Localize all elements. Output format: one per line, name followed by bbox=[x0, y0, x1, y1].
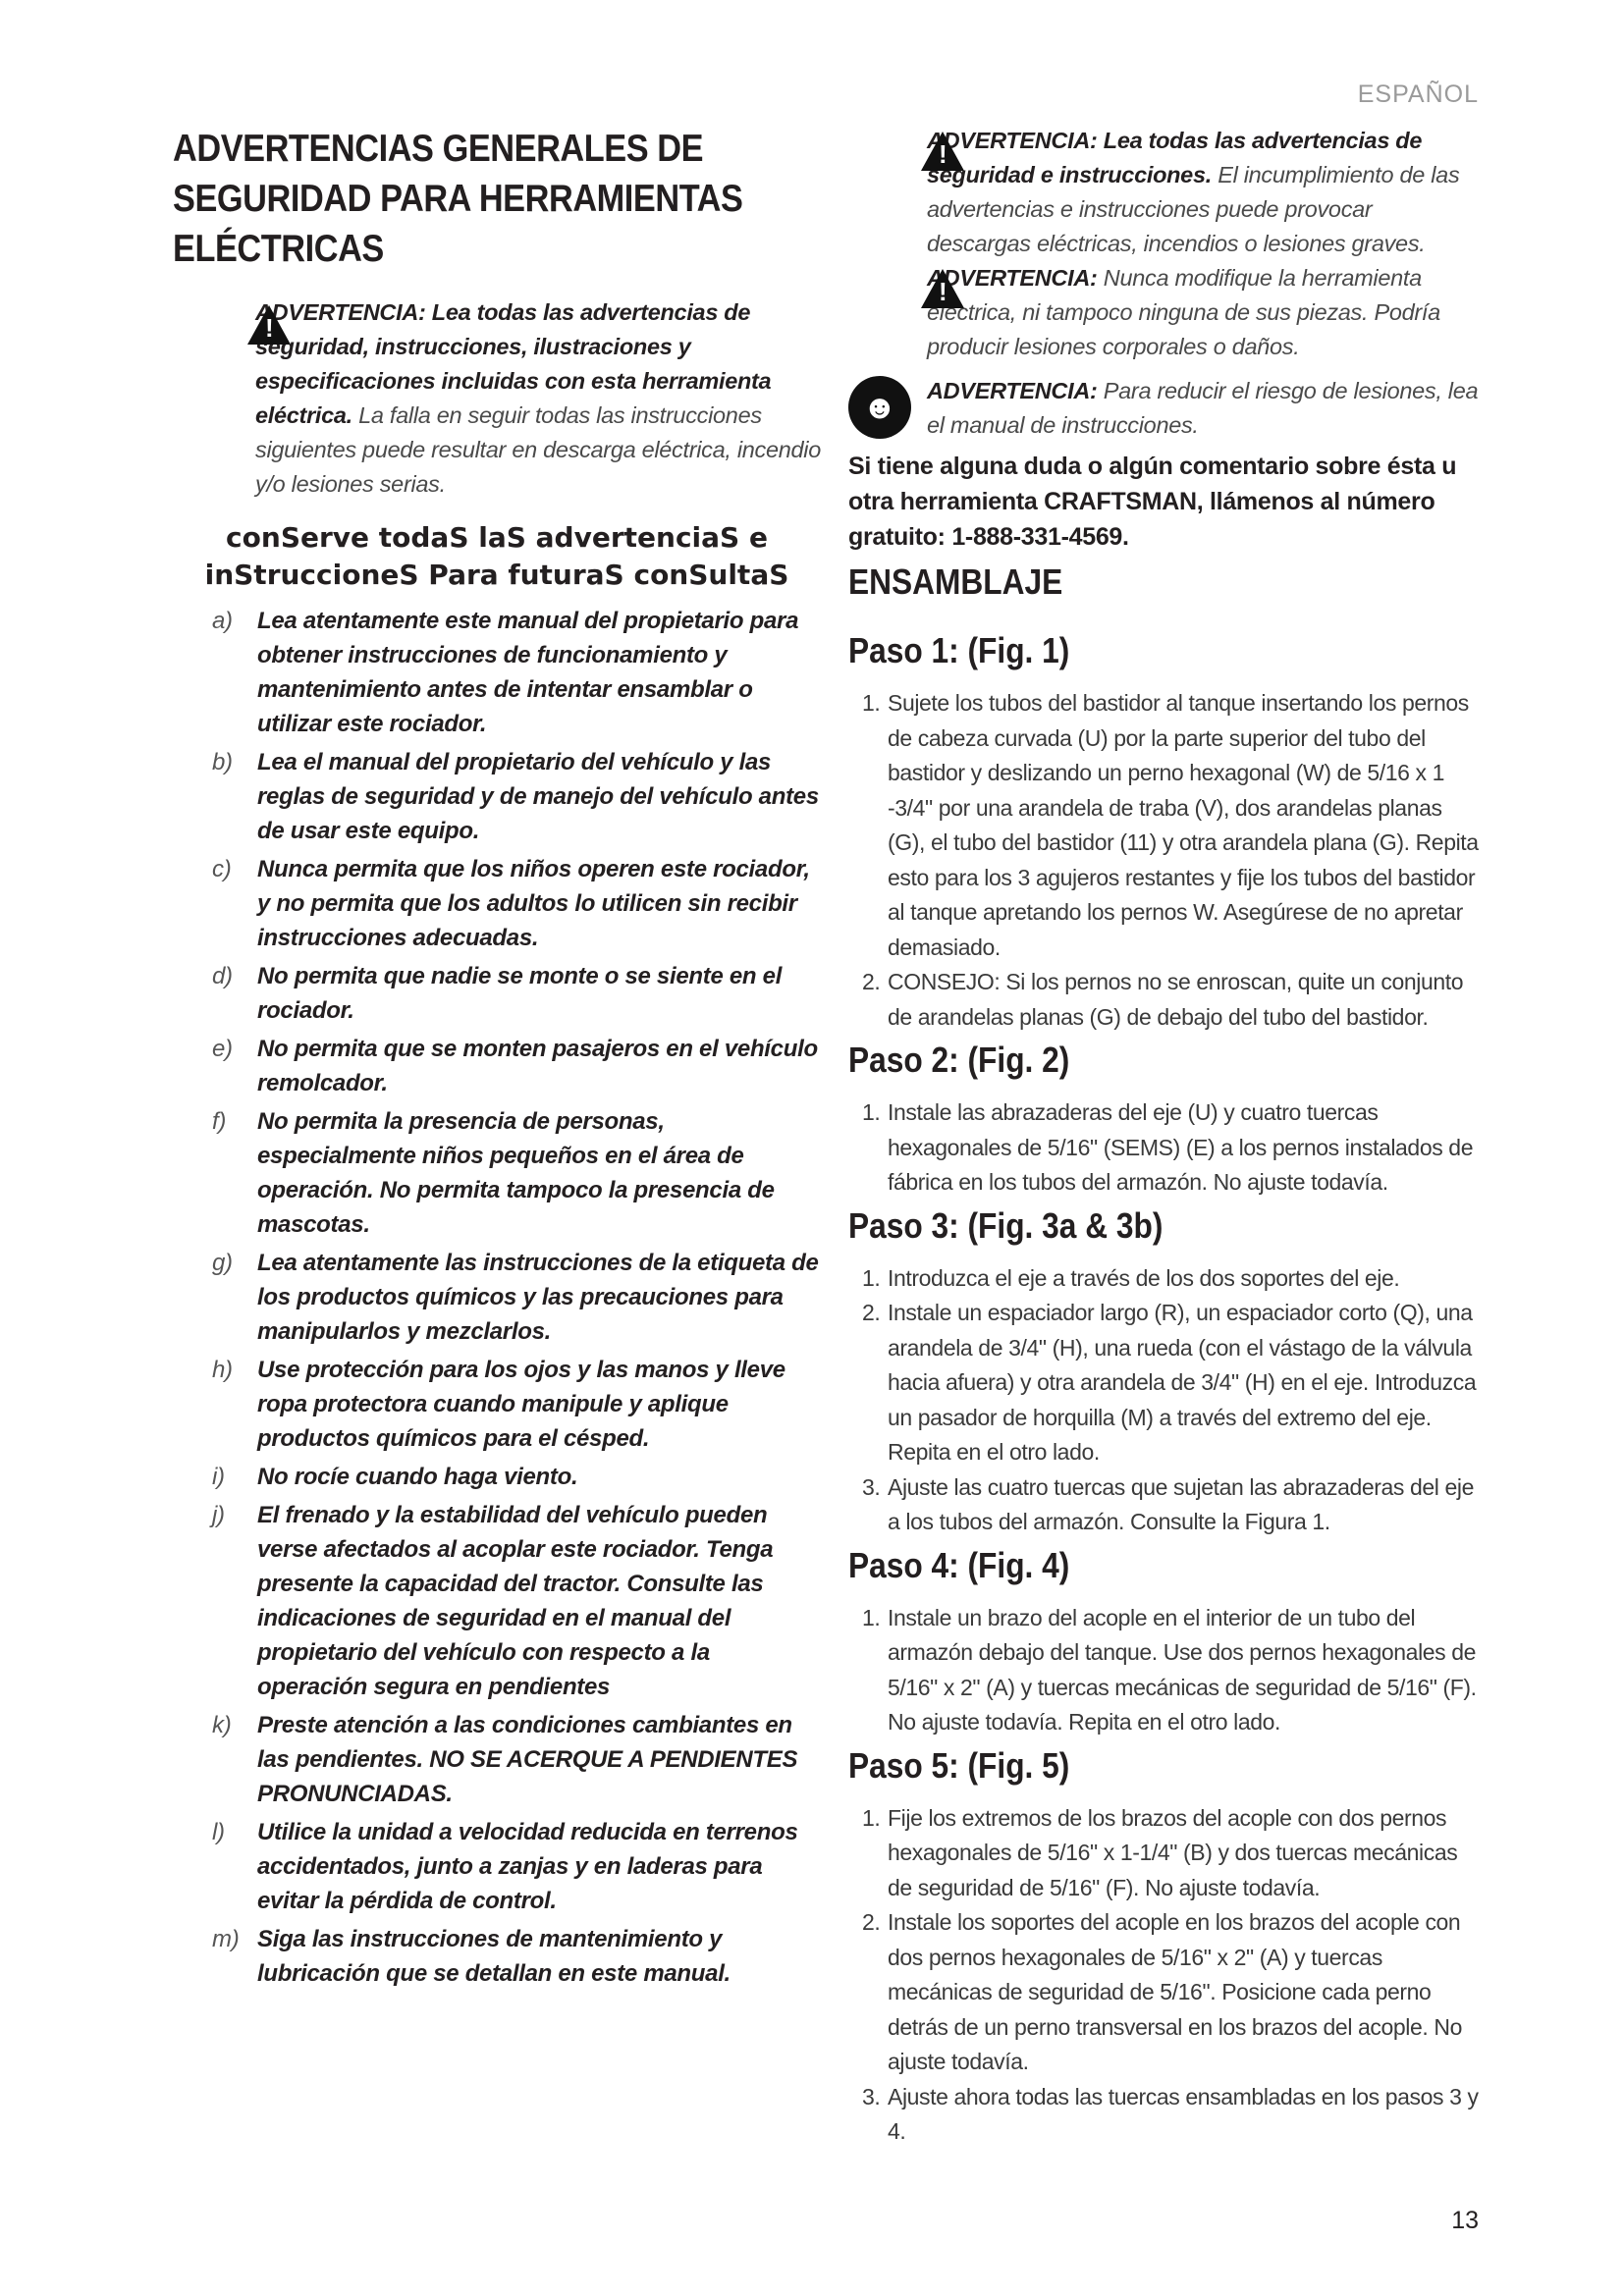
list-text: Fije los extremos de los brazos del acople con dos pernos hexagonales de 5/16" x 1-1/4" (B) y dos tuercas mecánicas de seguridad de 5/16" (F). No ajuste todavía. bbox=[888, 1804, 1458, 1900]
list-item bbox=[173, 1353, 821, 1456]
list-item bbox=[173, 1032, 821, 1100]
list-marker: 1. bbox=[862, 1604, 881, 1630]
list-marker: 3. bbox=[862, 2083, 881, 2109]
warning-icon bbox=[247, 305, 291, 345]
list-text: Instale las abrazaderas del eje (U) y cuatro tuercas hexagonales de 5/16" (SEMS) (E) a los pernos instalados de fábrica en los tubos del armazón. No ajuste todavía. bbox=[888, 1099, 1474, 1195]
warning-manual bbox=[848, 374, 1482, 443]
list-text: No rocíe cuando haga viento. bbox=[257, 1464, 578, 1490]
list-item bbox=[848, 1601, 1482, 1740]
left-column bbox=[173, 124, 821, 1995]
list-marker: j) bbox=[212, 1502, 225, 1528]
list-marker: a) bbox=[212, 608, 233, 634]
list-marker: 2. bbox=[862, 969, 881, 994]
warning-modify-text: Nunca modifique la herramienta eléctrica, ni tampoco ninguna de sus piezas. Podría producir lesiones corporales o daños. bbox=[927, 265, 1440, 359]
right-column bbox=[848, 124, 1482, 2150]
step-3-title: Paso 3: (Fig. 3a & 3b) bbox=[848, 1204, 1164, 1246]
list-text: Preste atención a las condiciones cambiantes en las pendientes. NO SE ACERQUE A PENDIENTES PRONUNCIADAS. bbox=[257, 1712, 798, 1807]
list-item bbox=[173, 1708, 821, 1811]
list-marker: b) bbox=[212, 749, 233, 775]
warning-read-all-text: El incumplimiento de las advertencias e instrucciones puede provocar descargas eléctricas, incendios o lesiones graves. bbox=[927, 162, 1460, 256]
list-marker: i) bbox=[212, 1464, 225, 1490]
warning-manual-text: Para reducir el riesgo de lesiones, lea el manual de instrucciones. bbox=[927, 378, 1479, 438]
general-warning bbox=[255, 295, 821, 502]
step-1-title: Paso 1: (Fig. 1) bbox=[848, 630, 1070, 670]
conserve-title: conServe todaS laS advertenciaS e inStruccioneS Para futuraS conSultaS bbox=[204, 521, 789, 591]
list-text: El frenado y la estabilidad del vehículo pueden verse afectados al acoplar este rociador. Tenga presente la capacidad del tractor. Consulte las indicaciones de seguridad en el manual del propietario del vehículo con respecto a la operación segura en pendientes bbox=[257, 1502, 774, 1700]
list-item bbox=[173, 959, 821, 1028]
list-item bbox=[173, 852, 821, 955]
warning-modify bbox=[927, 261, 1482, 364]
list-marker: f) bbox=[212, 1108, 227, 1135]
step-2-list bbox=[848, 1095, 1482, 1201]
read-manual-icon: ☻ bbox=[848, 376, 911, 439]
list-item bbox=[173, 745, 821, 848]
step-1-list bbox=[848, 686, 1482, 1035]
list-marker: 1. bbox=[862, 1099, 881, 1125]
list-text: Use protección para los ojos y las manos y lleve ropa protectora cuando manipule y aplique productos químicos para el césped. bbox=[257, 1357, 785, 1452]
list-item bbox=[173, 1246, 821, 1349]
general-warning-text: La falla en seguir todas las instrucciones siguientes puede resultar en descarga eléctrica, incendio y/o lesiones serias. bbox=[255, 402, 821, 497]
list-marker: 2. bbox=[862, 1300, 881, 1325]
list-item bbox=[848, 1905, 1482, 2080]
warning-read-all-bold: ADVERTENCIA: Lea todas las advertencias de seguridad e instrucciones. bbox=[927, 128, 1423, 187]
list-marker: h) bbox=[212, 1357, 233, 1383]
list-marker: m) bbox=[212, 1926, 240, 1952]
step-5-title: Paso 5: (Fig. 5) bbox=[848, 1744, 1070, 1786]
list-marker: 1. bbox=[862, 1804, 881, 1831]
list-marker: c) bbox=[212, 856, 232, 882]
list-text: Instale un brazo del acople en el interior de un tubo del armazón debajo del tanque. Use dos pernos hexagonales de 5/16" x 2" (A) y tuercas mecánicas de seguridad de 5/16" (F). No ajuste todavía. Repita en el otro lado. bbox=[888, 1604, 1477, 1735]
step-3-list bbox=[848, 1261, 1482, 1540]
list-item bbox=[173, 604, 821, 741]
list-text: Sujete los tubos del bastidor al tanque insertando los pernos de cabeza curvada (U) por la parte superior del tubo del bastidor y deslizando un perno hexagonal (W) de 5/16 x 1 -3/4" por una arandela de traba (V), dos arandelas planas (G), el tubo del bastidor (11) y otra arandela plana (G). Repita esto para los 3 agujeros restantes y fije los tubos del bastidor al tanque apretando los pernos W. Asegúrese de no apretar demasiado. bbox=[888, 690, 1479, 960]
list-item bbox=[848, 2080, 1482, 2150]
page-number: 13 bbox=[1451, 2207, 1479, 2234]
list-text: Instale un espaciador largo (R), un espaciador corto (Q), una arandela de 3/4" (H), una rueda (con el vástago de la válvula hacia afuera) y otra arandela de 3/4" (H) en el eje. Introduzca un pasador de horquilla (M) a través del extremo del eje. Repita en el otro lado. bbox=[888, 1300, 1477, 1465]
list-marker: 1. bbox=[862, 1264, 881, 1291]
step-2-title: Paso 2: (Fig. 2) bbox=[848, 1040, 1070, 1080]
warning-modify-bold: ADVERTENCIA: bbox=[927, 265, 1098, 291]
step-5-list bbox=[848, 1801, 1482, 2150]
list-marker: e) bbox=[212, 1036, 233, 1062]
list-text: CONSEJO: Si los pernos no se enroscan, quite un conjunto de arandelas planas (G) de debajo del tubo del bastidor. bbox=[888, 969, 1464, 1030]
list-text: Siga las instrucciones de mantenimiento y lubricación que se detallan en este manual. bbox=[257, 1926, 731, 1987]
list-marker: 1. bbox=[862, 690, 881, 716]
general-warning-bold: ADVERTENCIA: Lea todas las advertencias de seguridad, instrucciones, ilustraciones y especificaciones incluidas con esta herramienta eléctrica. bbox=[255, 299, 772, 428]
list-text: Lea atentamente las instrucciones de la etiqueta de los productos químicos y las precauciones para manipularlos y mezclarlos. bbox=[257, 1250, 819, 1345]
warning-read-all bbox=[927, 124, 1482, 261]
list-text: No permita la presencia de personas, especialmente niños pequeños en el área de operación. No permita tampoco la presencia de mascotas. bbox=[257, 1108, 775, 1238]
list-text: Introduzca el eje a través de los dos soportes del eje. bbox=[888, 1264, 1400, 1291]
assembly-title: ENSAMBLAJE bbox=[848, 561, 1063, 602]
list-item bbox=[848, 686, 1482, 965]
step-4-title: Paso 4: (Fig. 4) bbox=[848, 1544, 1070, 1585]
warning-icon bbox=[921, 132, 964, 171]
warning-icon bbox=[921, 269, 964, 308]
list-item bbox=[848, 1470, 1482, 1540]
list-text: Ajuste ahora todas las tuercas ensambladas en los pasos 3 y 4. bbox=[888, 2083, 1479, 2144]
list-text: Instale los soportes del acople en los brazos del acople con dos pernos hexagonales de 5/16" x 2" (A) y tuercas mecánicas de seguridad de 5/16". Posicione cada perno detrás de un perno transversal en los brazos del acople. No ajuste todavía. bbox=[888, 1909, 1462, 2074]
list-item bbox=[848, 965, 1482, 1035]
list-item bbox=[173, 1815, 821, 1918]
list-text: Lea el manual del propietario del vehículo y las reglas de seguridad y de manejo del vehículo antes de usar este equipo. bbox=[257, 749, 819, 844]
list-marker: 3. bbox=[862, 1473, 881, 1500]
step-4-list bbox=[848, 1601, 1482, 1740]
list-text: Utilice la unidad a velocidad reducida en terrenos accidentados, junto a zanjas y en laderas para evitar la pérdida de control. bbox=[257, 1819, 798, 1914]
list-item bbox=[848, 1296, 1482, 1470]
section-title: ADVERTENCIAS GENERALES DE SEGURIDAD PARA HERRAMIENTAS ELÉCTRICAS bbox=[173, 128, 743, 270]
list-marker: k) bbox=[212, 1712, 232, 1738]
list-text: No permita que se monten pasajeros en el vehículo remolcador. bbox=[257, 1036, 818, 1096]
contact-info: Si tiene alguna duda o algún comentario sobre ésta u otra herramienta CRAFTSMAN, llámenos al número gratuito: 1-888-331-4569. bbox=[848, 453, 1457, 551]
safety-list bbox=[173, 604, 821, 1991]
warning-manual-bold: ADVERTENCIA: bbox=[927, 378, 1098, 403]
list-text: Nunca permita que los niños operen este rociador, y no permita que los adultos lo utilicen sin recibir instrucciones adecuadas. bbox=[257, 856, 810, 951]
list-item bbox=[173, 1104, 821, 1242]
language-label: ESPAÑOL bbox=[1357, 80, 1479, 108]
list-item bbox=[173, 1498, 821, 1704]
list-item bbox=[848, 1801, 1482, 1906]
list-item bbox=[173, 1460, 821, 1494]
list-item bbox=[173, 1922, 821, 1991]
list-text: Lea atentamente este manual del propietario para obtener instrucciones de funcionamiento y mantenimiento antes de intentar ensamblar o utilizar este rociador. bbox=[257, 608, 799, 737]
list-marker: g) bbox=[212, 1250, 233, 1276]
list-marker: l) bbox=[212, 1819, 225, 1845]
list-marker: 2. bbox=[862, 1909, 881, 1935]
list-item bbox=[848, 1095, 1482, 1201]
list-text: Ajuste las cuatro tuercas que sujetan las abrazaderas del eje a los tubos del armazón. Consulte la Figura 1. bbox=[888, 1473, 1474, 1534]
list-text: No permita que nadie se monte o se siente en el rociador. bbox=[257, 963, 783, 1024]
list-item bbox=[848, 1261, 1482, 1297]
list-marker: d) bbox=[212, 963, 233, 989]
